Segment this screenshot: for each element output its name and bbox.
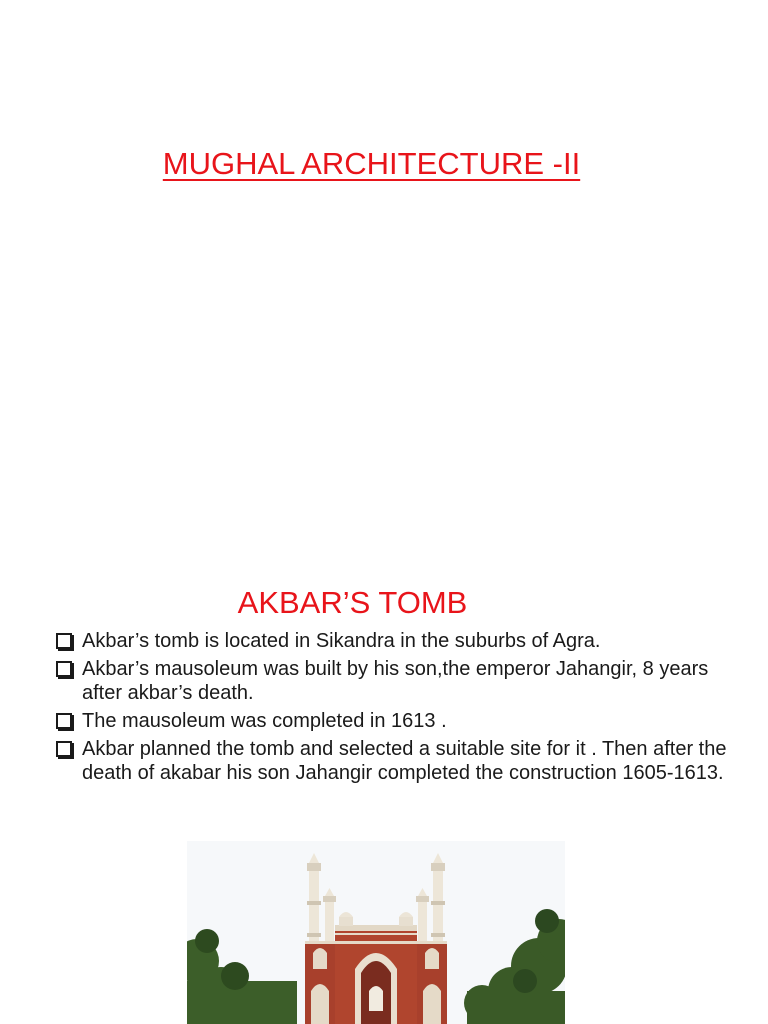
list-item bbox=[54, 629, 744, 653]
list-item bbox=[54, 657, 744, 705]
checkbox-bullet-icon bbox=[56, 713, 72, 729]
checkbox-bullet-icon bbox=[56, 741, 72, 757]
checkbox-bullet-icon bbox=[56, 633, 72, 649]
bullet-text: Akbar planned the tomb and selected a suitable site for it . Then after the death of akabar his son Jahangir completed the construction 1605-1613. bbox=[82, 738, 727, 784]
list-item bbox=[54, 709, 744, 733]
bullet-list bbox=[54, 629, 744, 789]
slide-title: MUGHAL ARCHITECTURE -II bbox=[162, 146, 581, 181]
checkbox-bullet-icon bbox=[56, 661, 72, 677]
tomb-photo bbox=[187, 841, 565, 1024]
bullet-text: The mausoleum was completed in 1613 . bbox=[82, 710, 447, 732]
section-title: AKBAR’S TOMB bbox=[237, 585, 468, 620]
bullet-text: Akbar’s mausoleum was built by his son,the emperor Jahangir, 8 years after akbar’s death. bbox=[82, 658, 709, 704]
bullet-text: Akbar’s tomb is located in Sikandra in the suburbs of Agra. bbox=[82, 630, 601, 652]
tomb-gateway-illustration bbox=[187, 841, 565, 1024]
list-item bbox=[54, 737, 744, 785]
